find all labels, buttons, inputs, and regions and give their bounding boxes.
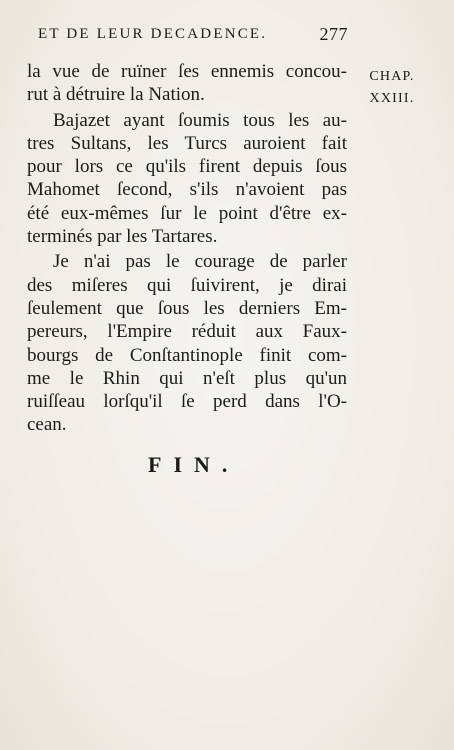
margin-note-line: XXIII.	[369, 91, 415, 106]
text-line: des miſeres qui ſuivirent, je dirai	[27, 274, 347, 296]
body-text	[27, 60, 347, 437]
text-line: ruiſſeau lorſqu'il ſe perd dans l'O-	[27, 391, 347, 413]
text-line: pour lors ce qu'ils firent depuis ſous	[27, 156, 347, 178]
text-line: cean.	[27, 414, 67, 436]
text-line: la vue de ruïner ſes ennemis concou-	[27, 61, 347, 82]
page-number: 277	[319, 24, 348, 44]
text-line: tres Sultans, les Turcs auroient fait	[27, 132, 347, 154]
closing-fin: FIN.	[148, 452, 240, 477]
margin-chapter-note	[352, 66, 432, 110]
text-line: Mahomet ſecond, s'ils n'avoient pas	[27, 179, 347, 201]
text-line: Bajazet ayant ſoumis tous les au-	[53, 109, 347, 131]
running-head	[38, 24, 348, 48]
text-line: pereurs, l'Empire réduit aux Faux-	[27, 321, 347, 343]
text-line: terminés par les Tartares.	[27, 226, 218, 248]
margin-note-line: CHAP.	[369, 69, 415, 84]
text-line: Je n'ai pas le courage de parler	[53, 251, 347, 273]
text-line: me le Rhin qui n'eſt plus qu'un	[27, 367, 347, 389]
text-line: bourgs de Conſtantinople finit com-	[27, 344, 347, 366]
text-line: ſeulement que ſous les derniers Em-	[27, 297, 347, 319]
text-line: été eux-mêmes ſur le point d'être ex-	[27, 202, 347, 224]
running-title: ET DE LEUR DECADENCE.	[38, 26, 268, 42]
text-line: rut à détruire la Nation.	[27, 84, 205, 106]
